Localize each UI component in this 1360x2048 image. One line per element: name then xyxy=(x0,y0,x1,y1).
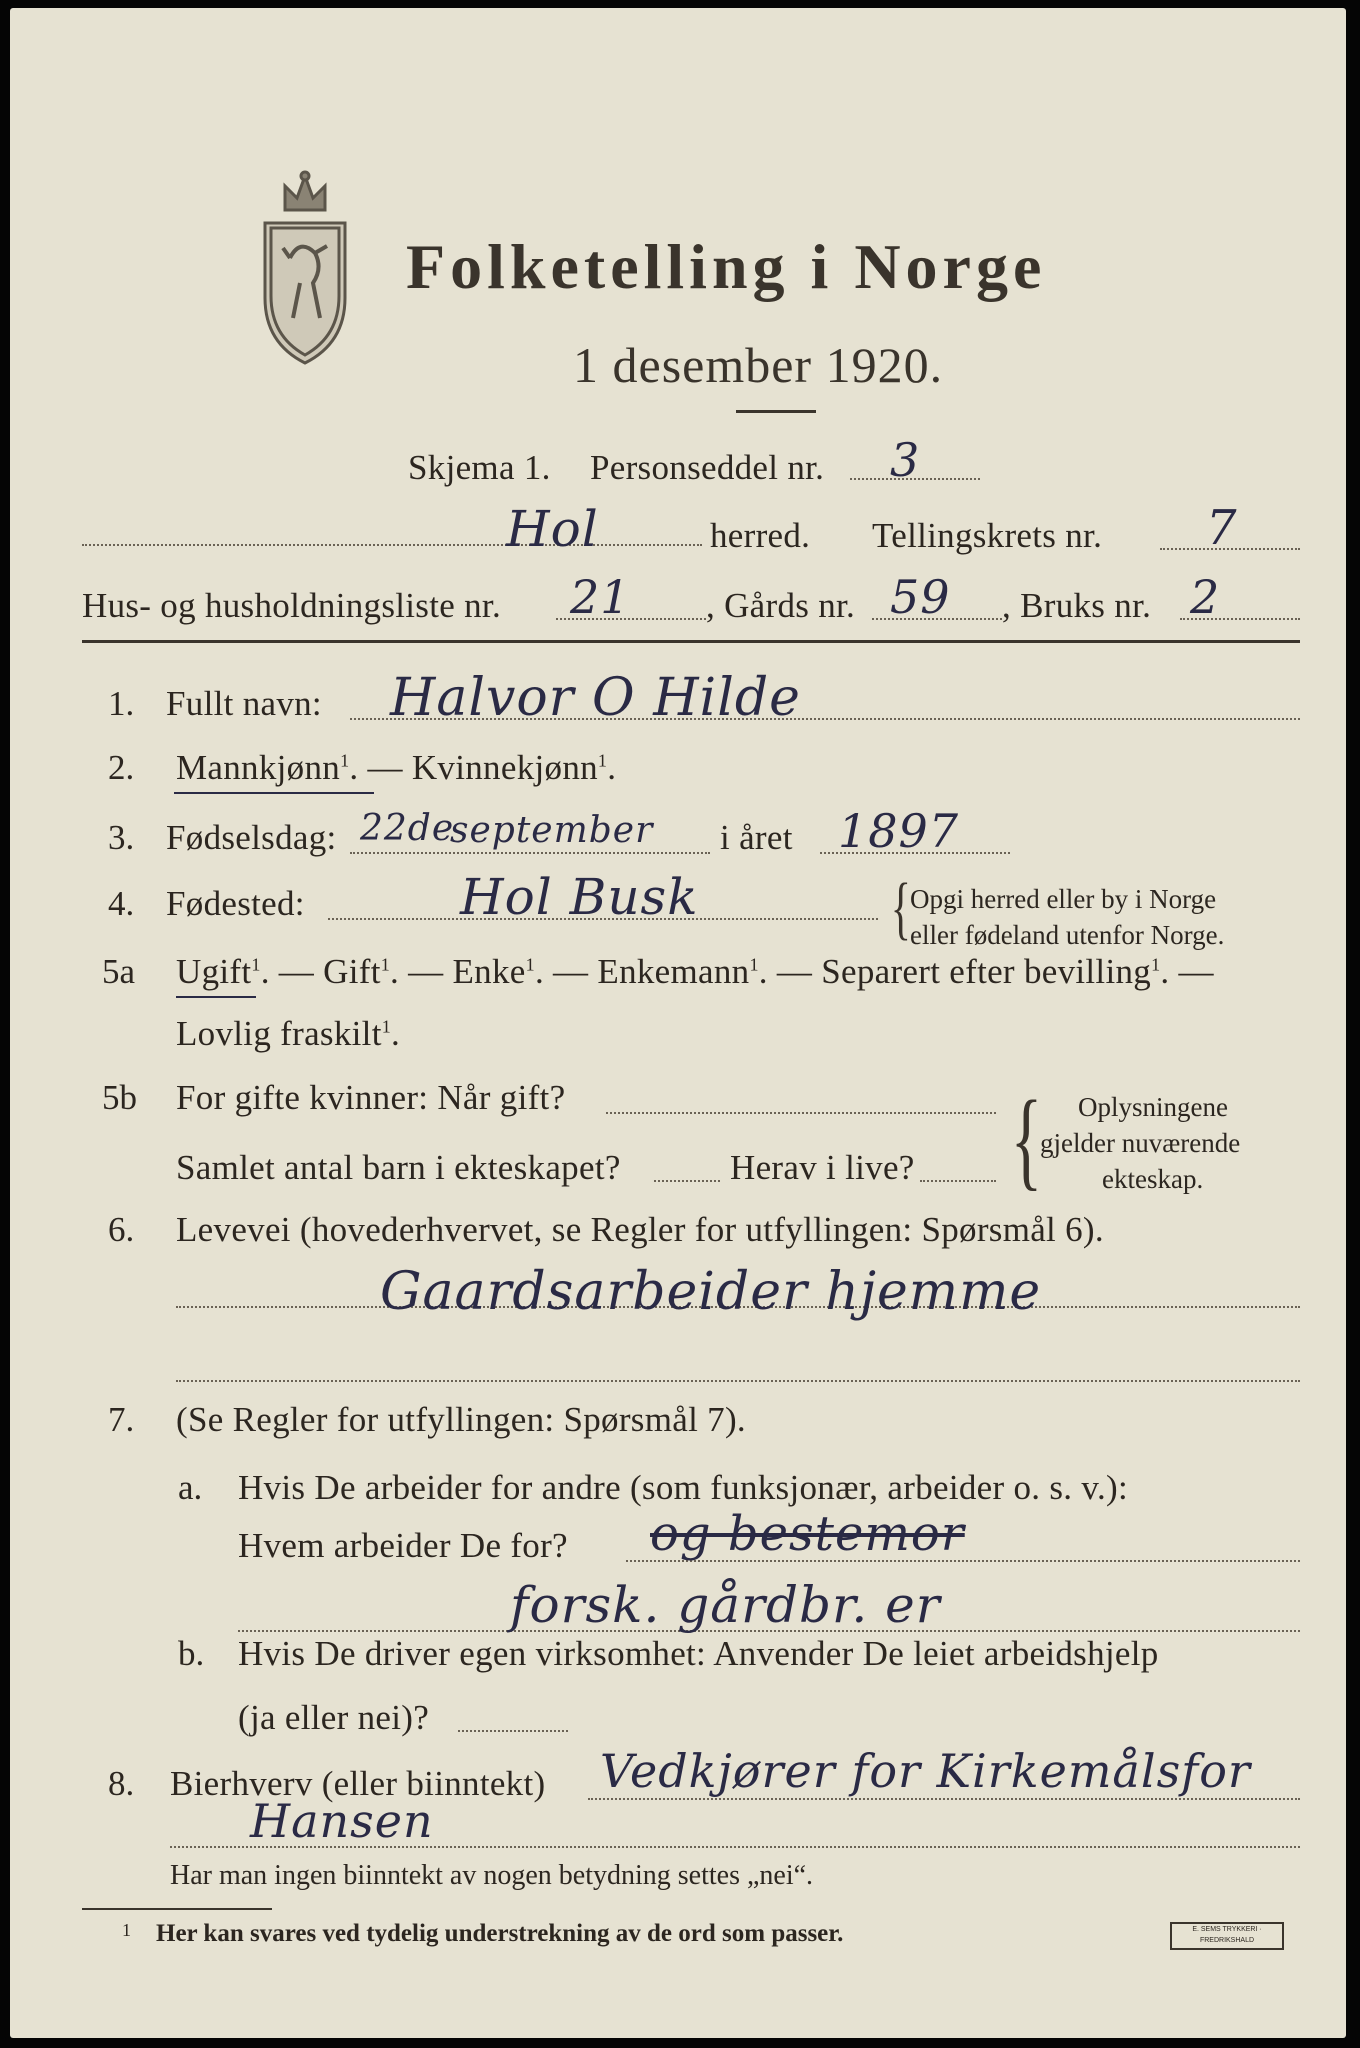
q5b-dots-b xyxy=(654,1180,720,1182)
birth-month-value: september xyxy=(450,810,654,851)
q5a-sup4: 1 xyxy=(749,954,759,975)
q8-dots-a xyxy=(588,1798,1300,1800)
side-income-value-line2: Hansen xyxy=(250,1794,434,1848)
kvinnekjonn-option: . — Kvinnekjønn xyxy=(349,748,598,787)
skjema-label: Skjema 1. xyxy=(408,448,551,487)
year-label: i året xyxy=(720,818,793,857)
personseddel-label: Personseddel nr. xyxy=(590,448,825,487)
q5a-sup1: 1 xyxy=(251,954,261,975)
printer-stamp-text: E. SEMS TRYKKERI · FREDRIKSHALD xyxy=(1192,1926,1262,1944)
husliste-value: 21 xyxy=(570,570,631,624)
q7b-line2: (ja eller nei)? xyxy=(238,1698,430,1737)
census-form xyxy=(10,8,1346,2038)
q7a-number: a. xyxy=(178,1468,203,1507)
bruks-value: 2 xyxy=(1190,570,1221,624)
tellingskrets-label: Tellingskrets nr. xyxy=(872,516,1103,555)
q5b-line1: For gifte kvinner: Når gift? xyxy=(176,1078,566,1117)
q4-label: Fødested: xyxy=(166,884,305,923)
ugift-option: Ugift xyxy=(176,952,252,991)
q5a-sup6: 1 xyxy=(381,1016,392,1037)
census-date: 1 desember 1920. xyxy=(573,337,944,393)
q2-number: 2. xyxy=(108,748,135,787)
q2-text xyxy=(176,748,616,788)
coat-of-arms-icon xyxy=(245,168,365,368)
mannkjonn-underline xyxy=(174,792,374,794)
q7-label: (Se Regler for utfyllingen: Spørsmål 7). xyxy=(176,1400,746,1439)
ugift-underline xyxy=(176,996,256,998)
husliste-label: Hus- og husholdningsliste nr. xyxy=(82,586,501,625)
herred-dots xyxy=(82,544,702,546)
q5b-note-line1: Oplysningene xyxy=(1078,1092,1228,1122)
q5b-children-label: Samlet antal barn i ekteskapet? xyxy=(176,1148,621,1187)
q1-number: 1. xyxy=(108,684,135,723)
form-title: Folketelling i Norge xyxy=(406,231,1047,302)
q7b-number: b. xyxy=(178,1634,205,1673)
q6-number: 6. xyxy=(108,1210,135,1249)
gards-value: 59 xyxy=(890,570,951,624)
enke-option: . — Enke xyxy=(390,952,526,991)
q5a-line2-end: . xyxy=(391,1014,401,1053)
printer-stamp xyxy=(1170,1922,1284,1950)
full-name-value: Halvor O Hilde xyxy=(390,668,801,728)
q5b-alive-label: Herav i live? xyxy=(730,1148,915,1187)
q2-sup2: 1 xyxy=(597,750,608,771)
q5a-sup2: 1 xyxy=(380,954,391,975)
footnote-mark: 1 xyxy=(122,1920,131,1940)
gift-option: . — Gift xyxy=(260,952,381,991)
q8-label: Bierhverv (eller biinntekt) xyxy=(170,1764,546,1803)
q8-note: Har man ingen biinntekt av nogen betydning settes „nei“. xyxy=(170,1860,814,1891)
q7a-line2: Hvem arbeider De for? xyxy=(238,1526,568,1565)
personseddel-value: 3 xyxy=(890,433,921,487)
q4-brace: { xyxy=(890,870,911,947)
q7b-dots xyxy=(458,1730,568,1732)
q4-number: 4. xyxy=(108,884,135,923)
q3-number: 3. xyxy=(108,818,135,857)
side-income-value-line1: Vedkjører for Kirkemålsfor xyxy=(600,1744,1251,1798)
footnote-text: Her kan svares ved tydelig understrekning av de ord som passer. xyxy=(156,1920,844,1947)
q5b-number: 5b xyxy=(102,1078,137,1117)
q7b-line1: Hvis De driver egen virksomhet: Anvender De leiet arbeidshjelp xyxy=(238,1634,1159,1673)
q6-label: Levevei (hovederhvervet, se Regler for utfyllingen: Spørsmål 6). xyxy=(176,1210,1104,1249)
occupation-value: Gaardsarbeider hjemme xyxy=(380,1262,1042,1322)
title-rule xyxy=(736,410,816,413)
q2-sup1: 1 xyxy=(340,750,350,771)
q5a-line2 xyxy=(176,1014,400,1054)
bruks-label: , Bruks nr. xyxy=(1002,586,1152,625)
separert-option: . — Separert efter bevilling xyxy=(758,952,1152,991)
q3-label: Fødselsdag: xyxy=(166,818,337,857)
q2-end: . xyxy=(607,748,617,787)
q5a-line1-end: . — xyxy=(1160,952,1214,991)
q7a-line1: Hvis De arbeider for andre (som funksjonær, arbeider o. s. v.): xyxy=(238,1468,1128,1507)
employer-struck-value: og bestemor xyxy=(650,1506,965,1562)
employer-value: forsk. gårdbr. er xyxy=(510,1576,941,1634)
tellingskrets-value: 7 xyxy=(1206,500,1238,556)
q3-dots-a xyxy=(350,852,710,854)
birth-day-value: 22de xyxy=(360,808,455,849)
q8-number: 8. xyxy=(108,1764,135,1803)
q7-number: 7. xyxy=(108,1400,135,1439)
fraskilt-option: Lovlig fraskilt xyxy=(176,1014,382,1053)
q5b-note-line2: gjelder nuværende xyxy=(1040,1128,1241,1158)
q6-dots-b xyxy=(176,1380,1300,1382)
q5b-dots-c xyxy=(920,1180,996,1182)
q1-label: Fullt navn: xyxy=(166,684,322,723)
q5b-brace: { xyxy=(1010,1078,1043,1200)
q5b-dots-a xyxy=(606,1112,996,1114)
enkemann-option: . — Enkemann xyxy=(534,952,750,991)
q5b-note-line3: ekteskap. xyxy=(1102,1164,1204,1194)
q5a-sup3: 1 xyxy=(525,954,535,975)
mannkjonn-option: Mannkjønn xyxy=(176,748,341,787)
header-divider xyxy=(82,640,1300,643)
q5a-sup5: 1 xyxy=(1151,954,1161,975)
gards-label: , Gårds nr. xyxy=(706,586,856,625)
herred-value: Hol xyxy=(506,500,599,558)
q5a-line1 xyxy=(176,952,1214,992)
herred-label: herred. xyxy=(710,516,811,555)
q5a-number: 5a xyxy=(102,952,136,991)
footnote-rule xyxy=(82,1908,272,1910)
birth-year-value: 1897 xyxy=(838,804,960,858)
q4-note-line1: Opgi herred eller by i Norge xyxy=(910,884,1217,914)
q4-note-line2: eller fødeland utenfor Norge. xyxy=(910,920,1225,950)
birthplace-value: Hol Busk xyxy=(460,868,699,926)
